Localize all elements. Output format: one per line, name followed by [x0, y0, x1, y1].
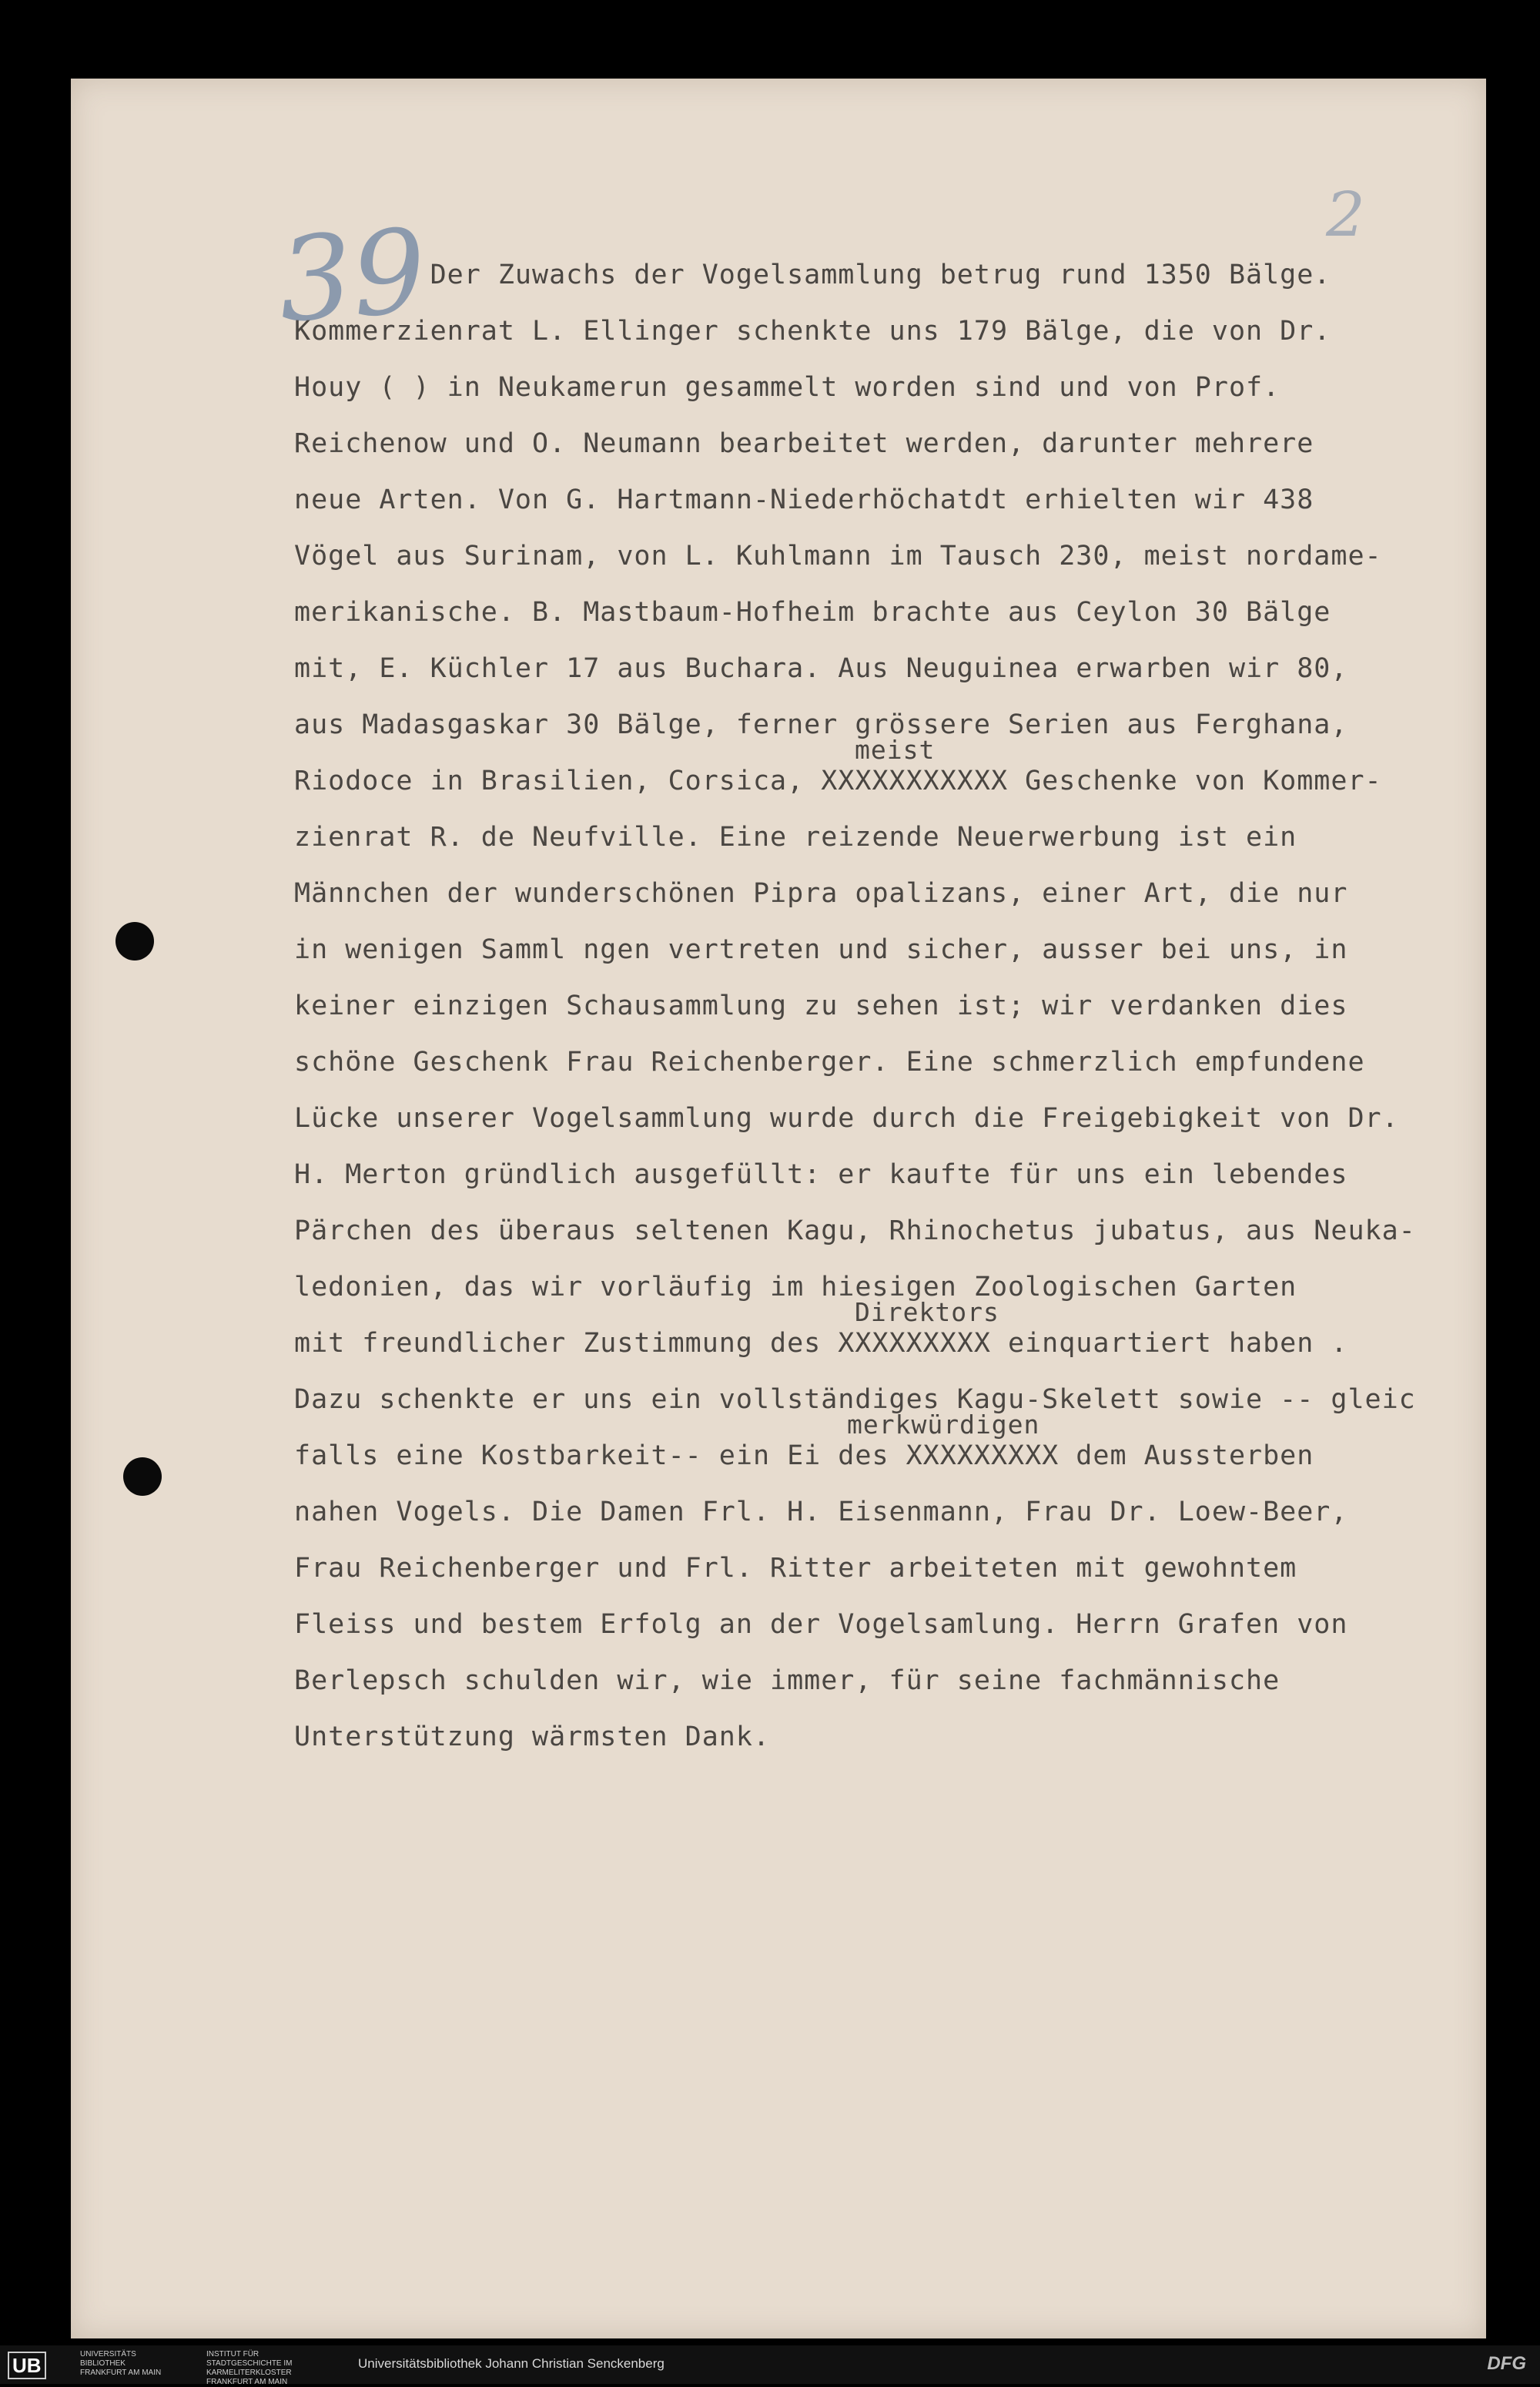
viewer-footer [0, 2345, 1540, 2384]
text-line: Riodoce in Brasilien, Corsica, XXXXXXXXXXX Geschenke von Kommer- [294, 766, 1382, 796]
text-line: nahen Vogels. Die Damen Frl. H. Eisenmann, Frau Dr. Loew-Beer, [294, 1497, 1348, 1527]
text-line: Fleiss und bestem Erfolg an der Vogelsamlung. Herrn Grafen von [294, 1609, 1348, 1640]
text-line: Der Zuwachs der Vogelsammlung betrug rund 1350 Bälge. [294, 260, 1331, 290]
text-line: keiner einzigen Schausammlung zu sehen ist; wir verdanken dies [294, 991, 1348, 1021]
typed-text-body [294, 79, 1465, 1927]
university-library-label: UNIVERSITÄTS BIBLIOTHEK FRANKFURT AM MAIN [80, 2350, 162, 2377]
typed-insertion: Direktors [855, 1297, 999, 1327]
text-line: Reichenow und O. Neumann bearbeitet werden, darunter mehrere [294, 428, 1314, 459]
text-line: Frau Reichenberger und Frl. Ritter arbeiteten mit gewohntem [294, 1553, 1297, 1584]
text-line: neue Arten. Von G. Hartmann-Niederhöchatdt erhielten wir 438 [294, 484, 1314, 515]
typed-insertion: meist [855, 735, 936, 765]
city-history-institute-label: INSTITUT FÜR STADTGESCHICHTE IM KARMELITERKLOSTER FRANKFURT AM MAIN [206, 2350, 293, 2386]
text-line: Männchen der wunderschönen Pipra opalizans, einer Art, die nur [294, 878, 1348, 909]
text-line: falls eine Kostbarkeit-- ein Ei des XXXXXXXXX dem Aussterben [294, 1440, 1314, 1471]
text-line: merikanische. B. Mastbaum-Hofheim brachte aus Ceylon 30 Bälge [294, 597, 1331, 628]
text-line: aus Madasgaskar 30 Bälge, ferner grössere Serien aus Ferghana, [294, 709, 1348, 740]
corner-mark: 2 [1326, 179, 1365, 250]
dfg-logo: DFG [1487, 2353, 1526, 2374]
document-sheet [71, 79, 1486, 2338]
typed-insertion: merkwürdigen [847, 1410, 1040, 1440]
text-line: schöne Geschenk Frau Reichenberger. Eine schmerzlich empfundene [294, 1047, 1365, 1078]
text-line: Lücke unserer Vogelsammlung wurde durch die Freigebigkeit von Dr. [294, 1103, 1399, 1134]
text-line: Unterstützung wärmsten Dank. [294, 1722, 771, 1752]
text-line: in wenigen Samml ngen vertreten und sicher, ausser bei uns, in [294, 934, 1348, 965]
punch-hole-top [116, 922, 154, 960]
text-line: Dazu schenkte er uns ein vollständiges Kagu-Skelett sowie -- gleic [294, 1384, 1416, 1415]
text-line: Houy ( ) in Neukamerun gesammelt worden sind und von Prof. [294, 372, 1281, 403]
library-name: Universitätsbibliothek Johann Christian Senckenberg [358, 2356, 665, 2371]
folio-mark: 39 [274, 204, 430, 349]
text-line: Vögel aus Surinam, von L. Kuhlmann im Tausch 230, meist nordame- [294, 541, 1382, 572]
punch-hole-bottom [123, 1457, 162, 1496]
text-line: mit, E. Küchler 17 aus Buchara. Aus Neuguinea erwarben wir 80, [294, 653, 1348, 684]
text-line: Berlepsch schulden wir, wie immer, für seine fachmännische [294, 1665, 1281, 1696]
text-line: mit freundlicher Zustimmung des XXXXXXXXX einquartiert haben . [294, 1328, 1348, 1359]
ub-logo: UB [8, 2352, 46, 2379]
text-line: Pärchen des überaus seltenen Kagu, Rhinochetus jubatus, aus Neuka- [294, 1215, 1416, 1246]
text-line: zienrat R. de Neufville. Eine reizende Neuerwerbung ist ein [294, 822, 1297, 853]
text-line: H. Merton gründlich ausgefüllt: er kaufte für uns ein lebendes [294, 1159, 1348, 1190]
text-line: Kommerzienrat L. Ellinger schenkte uns 179 Bälge, die von Dr. [294, 316, 1331, 347]
text-line: ledonien, das wir vorläufig im hiesigen Zoologischen Garten [294, 1272, 1297, 1302]
